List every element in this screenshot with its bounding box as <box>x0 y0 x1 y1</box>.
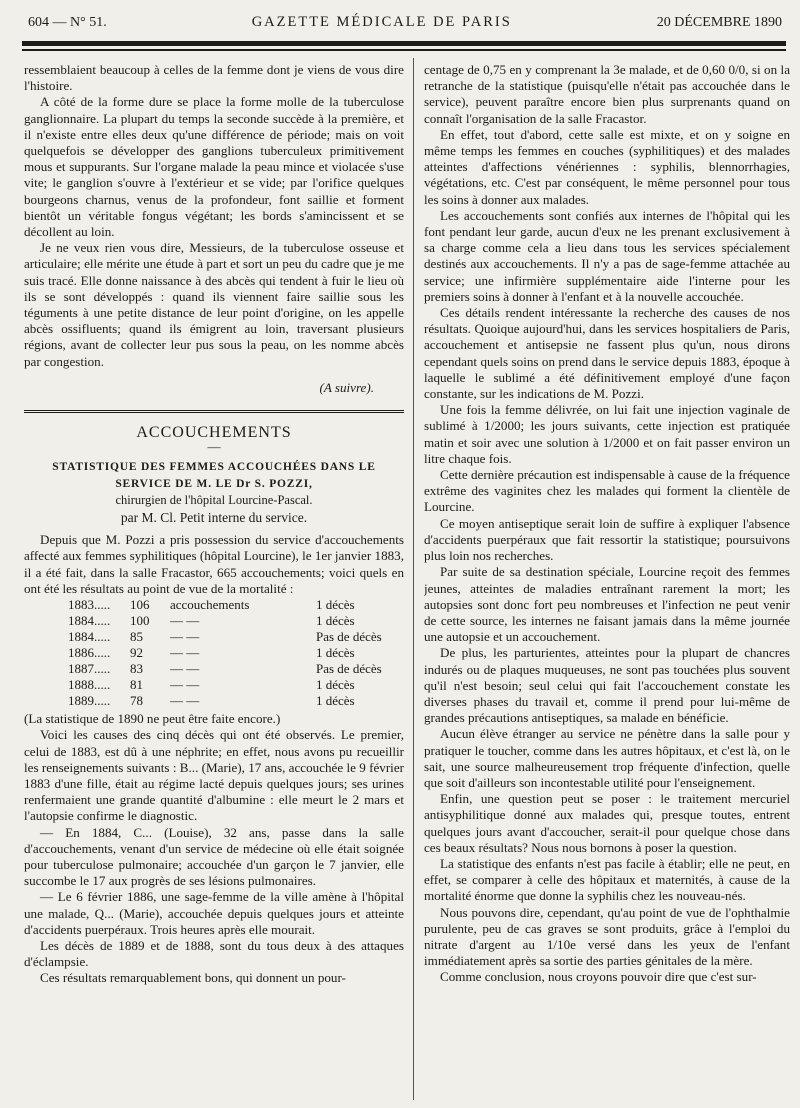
table-row <box>68 645 404 661</box>
count: 78 <box>130 693 143 709</box>
paragraph: Ces détails rendent intéressante la recherche des causes de nos résultats. Quoique aujourd'hui, dans les services hospitaliers de Paris, accouchement et antisepsie ne fassent plus qu'un, nous dirons cependant quels soins on prend dans le service depuis 1883, époque à laquelle le sublimé a été définitivement employé d'une façon constante, sur les indications de M. Pozzi. <box>424 305 790 402</box>
paragraph: Je ne veux rien vous dire, Messieurs, de la tuberculose osseuse et articulaire; elle mérite une étude à part et sort un peu du cadre que je me suis tracé. Elle donne naissance à des abcès qui tendent à fuir le lieu où ils se sont développés : quand ils viennent faire saillie sous les téguments à une petite distance de leur point d'origine, on les appelle abcès ossifluents; quand ils émigrent au loin, traversant plusieurs régions, avant de collecter leur pus sous la peau, on les nomme abcès par congestion. <box>24 240 404 369</box>
paragraph: — Le 6 février 1886, une sage-femme de la ville amène à l'hôpital une malade, Q... (Marie), accouchée depuis quelques jours et atteinte d'accidents puerpéraux. Trois heures après elle mourait. <box>24 889 404 937</box>
paragraph: De plus, les parturientes, atteintes pour la plupart de chancres indurés ou de plaques muqueuses, ne sont pas touchées plus souvent qu'il n'est besoin; seul celui qui fait l'accouchement constate les diverses phases du travail et, comme il prend pour lui-même de grandes précautions antiseptiques, sa malade en bénéficie. <box>424 645 790 726</box>
page-header <box>28 14 782 38</box>
year: 1884..... <box>68 613 111 629</box>
paragraph: A côté de la forme dure se place la forme molle de la tuberculose ganglionnaire. La plupart du temps la seconde succède à la première, et il n'existe entre elles deux qu'une différence de période; mais on voit quelquefois se développer des ganglions tuberculeux primitivement mous et suppurants. Sur l'organe malade la peau mince et violacée s'use vite; le ganglion s'ouvre à l'extérieur et se vide; par l'orifice quelques bourgeons charnus, venus de la profondeur, font saillie et forment bientôt un véritable fongus végétant; les bords s'amincissent et se décollent au loin. <box>24 94 404 240</box>
article-author: par M. Cl. Petit interne du service. <box>120 510 308 526</box>
deaths: Pas de décès <box>316 661 382 677</box>
deaths: 1 décès <box>316 693 355 709</box>
deaths: 1 décès <box>316 677 355 693</box>
table-row <box>68 693 404 709</box>
paragraph: En effet, tout d'abord, cette salle est mixte, et on y soigne en même temps les femmes en couches (syphilitiques) et des malades atteintes d'affections vénériennes : syphilis, blennorrhagies, végétations, etc. C'est par conséquent, le même personnel pour tous les soins à donner aux malades. <box>424 126 790 207</box>
table-note: (La statistique de 1890 ne peut être faite encore.) <box>24 711 281 727</box>
paragraph: centage de 0,75 en y comprenant la 3e malade, et de 0,60 0/0, si on la retranche de la statistique (puisqu'elle n'était pas accouchée dans le service), peuvent paraître encore bien plus surprenants quand on connaît l'organisation de la salle Fracastor. <box>424 62 790 126</box>
year: 1888..... <box>68 677 111 693</box>
paragraph: Cette dernière précaution est indispensable à cause de la fréquence extrême des vaginites chez les malades qui forment la clientèle de Lourcine. <box>424 467 790 515</box>
table-row <box>68 629 404 645</box>
label: — — <box>170 613 200 629</box>
mortality-table <box>68 597 404 709</box>
table-row <box>68 661 404 677</box>
count: 100 <box>130 613 150 629</box>
paragraph: Une fois la femme délivrée, on lui fait une injection vaginale de sublimé à 1/2000; les jours suivants, cette injection est pratiquée matin et soir avec une solution à 1/2000 et on fait passer environ un litre chaque fois. <box>424 402 790 466</box>
paragraph: — En 1884, C... (Louise), 32 ans, passe dans la salle d'accouchements, venant d'un service de médecine où elle était soignée pour tuberculose pulmonaire; accouchée d'un garçon le 7 janvier, elle succombe le 17 aux progrès de ses lésions pulmonaires. <box>24 824 404 889</box>
label: — — <box>170 645 200 661</box>
label: accouchements <box>170 597 250 613</box>
label: — — <box>170 661 200 677</box>
to-be-continued: (A suivre). <box>319 379 374 395</box>
left-column <box>24 62 404 1102</box>
year: 1884..... <box>68 629 111 645</box>
count: 92 <box>130 645 143 661</box>
right-column <box>424 62 790 1102</box>
paragraph: Les accouchements sont confiés aux internes de l'hôpital qui les font pendant leur garde, aucun d'eux ne les prenant exclusivement à sa charge comme cela a lieu dans tous les services spécialement destinés aux accouchements. Il n'y a pas de sage-femme attachée au service; une infirmière supplémentaire aide l'interne pour les premiers soins à donner à l'enfant et à la nouvelle accouchée. <box>424 207 790 304</box>
paragraph: Aucun élève étranger au service ne pénètre dans la salle pour y pratiquer le toucher, comme dans les autres hôpitaux, et c'est là, on le sait, une source malheureusement trop fréquente d'infection, quelle que soit d'ailleurs son incontestable utilité pour l'enseignement. <box>424 726 790 790</box>
paragraph: Les décès de 1889 et de 1888, sont du tous deux à des attaques d'éclampsie. <box>24 937 404 970</box>
page-number: 604 — N° 51. <box>28 15 107 30</box>
paragraph: Depuis que M. Pozzi a pris possession du service d'accouchements affecté aux femmes syphilitiques (hôpital Lourcine), le 1er janvier 1883, il a été fait, dans la salle Fracastor, 665 accouchements; voici quels en ont été les résultats au point de vue de la mortalité : <box>24 532 404 596</box>
table-row <box>68 677 404 693</box>
section-divider <box>24 410 404 413</box>
count: 81 <box>130 677 143 693</box>
paragraph: Voici les causes des cinq décès qui ont été observés. Le premier, celui de 1883, est dû à une néphrite; en effet, nous avons pu recueillir les renseignements suivants : B... (Marie), 17 ans, accouchée le 9 février 1883 d'une fille, était au régime lacté depuis quelques jours; ses urines renfermaient une grande quantité d'albumine : elle meurt le 2 mars et l'autopsie confirme le diagnostic. <box>24 727 404 824</box>
deaths: 1 décès <box>316 597 355 613</box>
year: 1889..... <box>68 693 111 709</box>
paragraph: ressemblaient beaucoup à celles de la femme dont je viens de vous dire l'histoire. <box>24 62 404 94</box>
paragraph: Comme conclusion, nous croyons pouvoir dire que c'est sur- <box>440 969 757 985</box>
year: 1883..... <box>68 597 111 613</box>
paragraph: Ce moyen antiseptique serait loin de suffire à expliquer l'absence d'accidents puerpéraux que fait ressortir la statistique; poursuivons plus loin nos recherches. <box>424 515 790 564</box>
section-title: ACCOUCHEMENTS <box>136 424 292 442</box>
deaths: Pas de décès <box>316 629 382 645</box>
table-row <box>68 613 404 629</box>
header-rule-thick <box>22 41 786 46</box>
count: 106 <box>130 597 150 613</box>
count: 85 <box>130 629 143 645</box>
year: 1887..... <box>68 661 111 677</box>
paragraph: Nous pouvons dire, cependant, qu'au point de vue de l'ophthalmie purulente, peu de cas graves se sont produits, grâce à l'emploi du nitrate d'argent au 1/10e versé dans les yeux de l'enfant immédiatement après sa sortie des parties génitales de la mère. <box>424 904 790 969</box>
title-dash: — <box>207 439 221 455</box>
count: 83 <box>130 661 143 677</box>
label: — — <box>170 629 200 645</box>
deaths: 1 décès <box>316 645 355 661</box>
paragraph: La statistique des enfants n'est pas facile à établir; elle ne peut, en effet, se comparer à celle des hôpitaux et maternités, à cause de la mortalité énorme que donne la syphilis chez les nouveau-nés. <box>424 855 790 904</box>
paragraph: Enfin, une question peut se poser : le traitement mercuriel antisyphilitique donné aux malades qui, presque toutes, entrent quelques jours avant d'accoucher, serait-il pour quelque chose dans ces beaux résultats? Nous nous bornons à poser la question. <box>424 791 790 855</box>
label: — — <box>170 677 200 693</box>
year: 1886..... <box>68 645 111 661</box>
paragraph: Ces résultats remarquablement bons, qui donnent un pour- <box>40 970 346 986</box>
journal-title: GAZETTE MÉDICALE DE PARIS <box>251 14 512 30</box>
article-affiliation: chirurgien de l'hôpital Lourcine-Pascal. <box>115 492 313 507</box>
table-row <box>68 597 404 613</box>
label: — — <box>170 693 200 709</box>
paragraph: Par suite de sa destination spéciale, Lourcine reçoit des femmes jeunes, atteintes de maladies entraînant rarement la mort; les autopsies sont donc fort peu nombreuses et l'infection ne peut venir de cette source, les internes ne faisant jamais dans la même journée une autopsie et un accouchement. <box>424 564 790 645</box>
deaths: 1 décès <box>316 613 355 629</box>
issue-date: 20 DÉCEMBRE 1890 <box>656 15 782 30</box>
header-rule-thin <box>22 49 786 51</box>
column-separator <box>413 58 414 1100</box>
article-title: STATISTIQUE DES FEMMES ACCOUCHÉES DANS LE SERVICE DE M. LE Dr S. POZZI, <box>52 461 376 490</box>
